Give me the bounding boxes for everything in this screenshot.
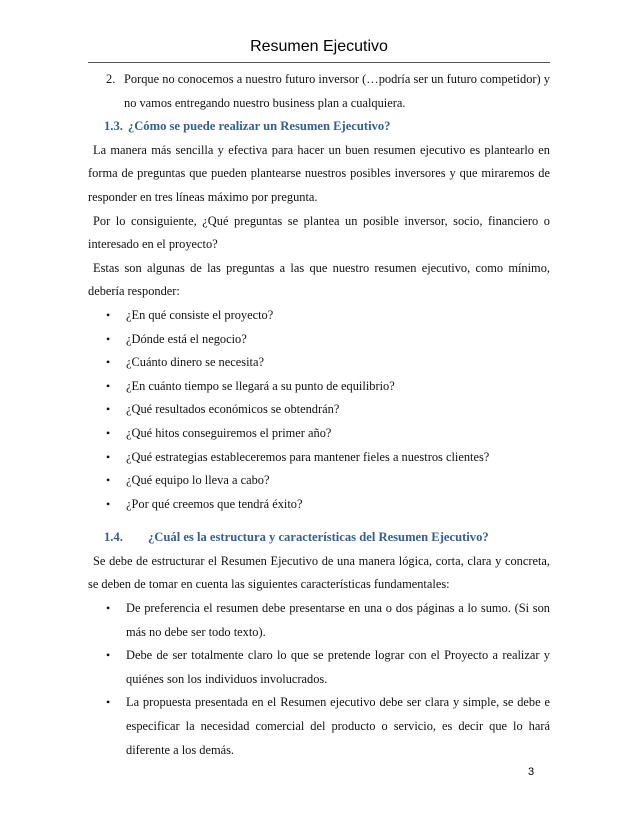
bullet-icon: • — [106, 307, 111, 322]
list-item-text: ¿Dónde está el negocio? — [126, 331, 247, 346]
bullet-icon: • — [106, 355, 111, 370]
list-item-text: ¿En cuánto tiempo se llegará a su punto de equilibrio? — [126, 378, 395, 393]
list-item-text: ¿Por qué creemos que tendrá éxito? — [126, 496, 303, 511]
header-divider — [88, 62, 550, 63]
list-item — [88, 422, 550, 446]
paragraph: Estas son algunas de las preguntas a las que nuestro resumen ejecutivo, como mínimo, debería responder: — [88, 260, 550, 299]
characteristics-list — [88, 597, 550, 762]
bullet-icon: • — [106, 695, 111, 710]
paragraph: Se debe de estructurar el Resumen Ejecutivo de una manera lógica, corta, clara y concreta, se deben de tomar en cuenta las siguientes características fundamentales: — [88, 553, 550, 592]
bullet-icon: • — [106, 402, 111, 417]
list-item — [88, 304, 550, 328]
list-item — [88, 597, 550, 644]
list-item — [88, 644, 550, 691]
list-item-text: ¿Qué resultados económicos se obtendrán? — [126, 402, 340, 417]
bullet-icon: • — [106, 378, 111, 393]
list-item-text: ¿Qué estrategias estableceremos para mantener fieles a nuestros clientes? — [126, 449, 490, 464]
numbered-item-number: 2. — [106, 72, 116, 86]
page-number: 3 — [528, 766, 535, 778]
list-item — [88, 691, 550, 762]
bullet-icon: • — [106, 496, 111, 511]
bullet-icon: • — [106, 331, 111, 346]
list-item-text: De preferencia el resumen debe presentarse en una o dos páginas a lo sumo. (Si son más no debe ser todo texto). — [126, 601, 550, 639]
paragraph: Por lo consiguiente, ¿Qué preguntas se plantea un posible inversor, socio, financiero o interesado en el proyecto? — [88, 213, 550, 252]
section-heading-1-3 — [88, 115, 550, 139]
list-item — [88, 469, 550, 493]
list-item — [88, 328, 550, 352]
paragraph: La manera más sencilla y efectiva para hacer un buen resumen ejecutivo es plantearlo en forma de preguntas que pueden plantearse nuestros posibles inversores y que miraremos de responder en tres líneas máximo por pregunta. — [88, 142, 550, 204]
bullet-icon: • — [106, 648, 111, 663]
bullet-icon: • — [106, 473, 111, 488]
list-item-text: La propuesta presentada en el Resumen ejecutivo debe ser clara y simple, se debe e especificar la necesidad comercial del producto o servicio, es decir que lo hará diferente a los demás. — [126, 695, 550, 757]
bullet-icon: • — [106, 449, 111, 464]
list-item-text: ¿Cuánto dinero se necesita? — [126, 355, 264, 370]
list-item — [88, 398, 550, 422]
numbered-item-text: Porque no conocemos a nuestro futuro inversor (…podría ser un futuro competidor) y no vamos entregando nuestro business plan a cualquiera. — [124, 72, 550, 110]
section-number: 1.4. — [104, 530, 123, 545]
section-number: 1.3. — [104, 119, 123, 134]
list-item-text: ¿Qué equipo lo lleva a cabo? — [126, 473, 270, 488]
list-item-text: Debe de ser totalmente claro lo que se pretende lograr con el Proyecto a realizar y quiénes son los individuos involucrados. — [126, 648, 550, 686]
page-header-title: Resumen Ejecutivo — [250, 38, 388, 55]
list-item — [88, 375, 550, 399]
bullet-icon: • — [106, 425, 111, 440]
list-item — [88, 351, 550, 375]
list-item-text: ¿En qué consiste el proyecto? — [126, 307, 274, 322]
section-title: ¿Cuál es la estructura y características del Resumen Ejecutivo? — [148, 530, 489, 545]
questions-list — [88, 304, 550, 516]
list-item — [88, 446, 550, 470]
page-body — [88, 68, 550, 762]
section-heading-1-4 — [88, 526, 550, 550]
numbered-item — [88, 68, 550, 115]
list-item — [88, 493, 550, 517]
bullet-icon: • — [106, 601, 111, 616]
list-item-text: ¿Qué hitos conseguiremos el primer año? — [126, 425, 332, 440]
section-title: ¿Cómo se puede realizar un Resumen Ejecutivo? — [127, 119, 391, 134]
